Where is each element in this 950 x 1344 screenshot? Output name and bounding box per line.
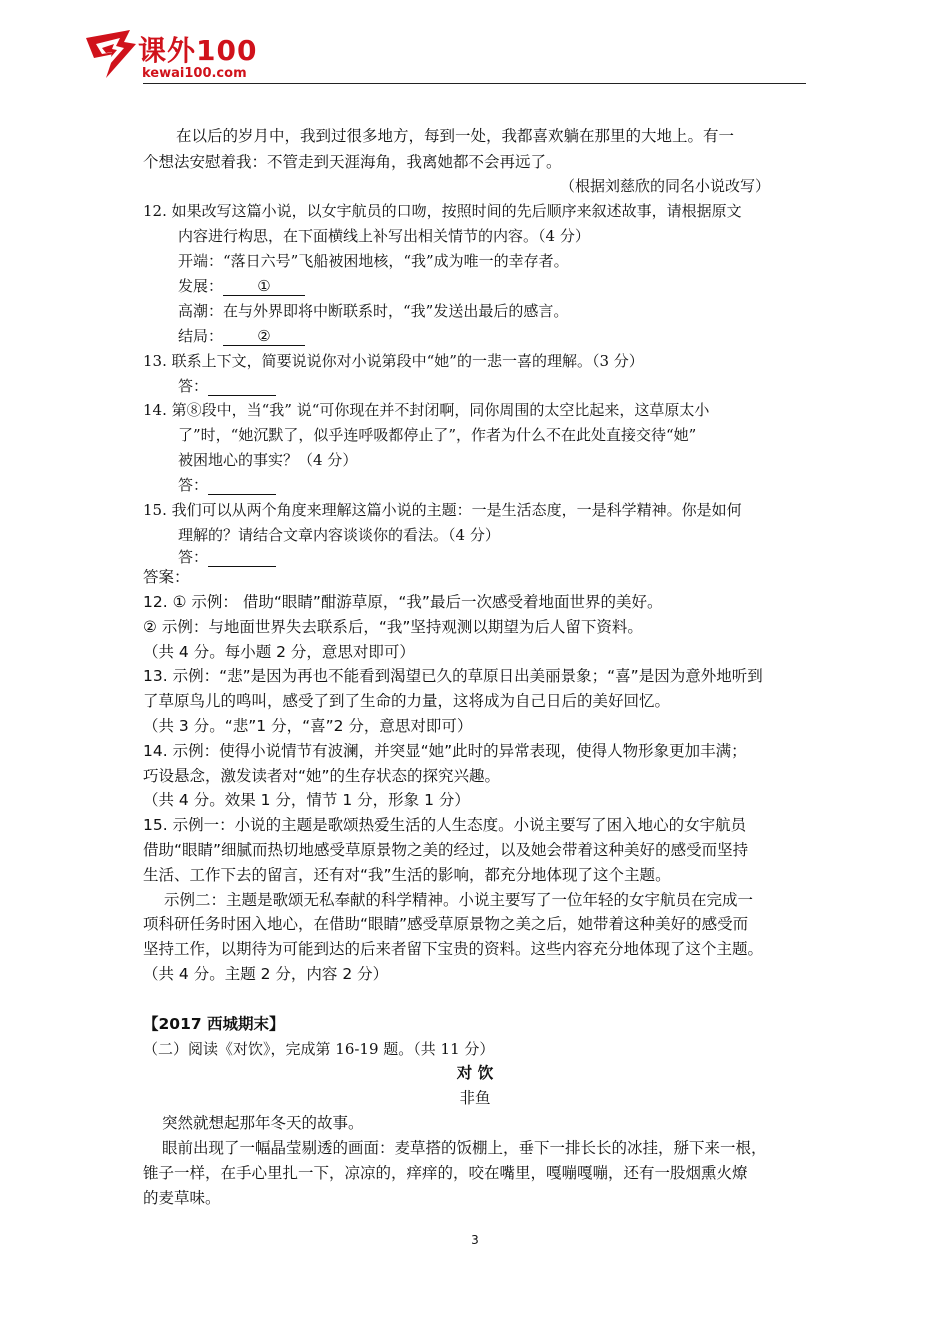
- question-12-ending: [178, 326, 305, 346]
- answer-15-example2: 示例二：主题是歌颂无私奉献的科学精神。小说主要写了一位年轻的女宇航员在完成一: [164, 891, 754, 909]
- question-12: 12. 如果改写这篇小说，以女宇航员的口吻，按照时间的先后顺序来叙述故事，请根据原文: [143, 202, 742, 220]
- article-title: 对 饮: [456, 1064, 494, 1082]
- section-instruction: （二）阅读《对饮》，完成第 16-19 题。（共 11 分）: [143, 1040, 495, 1058]
- logo-url: kewai100.com: [142, 66, 247, 81]
- article-paragraph: 眼前出现了一幅晶莹剔透的画面：麦草搭的饭棚上，垂下一排长长的冰挂，掰下来一根，: [162, 1139, 767, 1157]
- answer-15-cont: 坚持工作，以期待为可能到达的后来者留下宝贵的资料。这些内容充分地体现了这个主题。: [143, 940, 764, 958]
- question-12-cont: 内容进行构思，在下面横线上补写出相关情节的内容。（4 分）: [178, 227, 590, 245]
- development-blank[interactable]: ①: [223, 277, 305, 296]
- question-13-answer: [178, 376, 276, 396]
- answer-15-cont: 借助“眼睛”细腻而热切地感受草原景物之美的经过，以及她会带着这种美好的感受而坚持: [143, 841, 749, 859]
- ending-label: 结局：: [178, 327, 224, 345]
- answer-label: 答：: [178, 548, 209, 566]
- header-divider: [143, 83, 806, 84]
- question-14-cont: 被困地心的事实？（4 分）: [178, 451, 358, 469]
- answer-15-cont: 项科研任务时困入地心，在借助“眼睛”感受草原景物之美之后，她带着这种美好的感受而: [143, 915, 749, 933]
- development-label: 发展：: [178, 277, 224, 295]
- question-14: 14. 第⑧段中，当“我” 说“可你现在并不封闭啊，同你周围的太空比起来，这草原太小: [143, 401, 710, 419]
- answer-14-score: （共 4 分。效果 1 分，情节 1 分，形象 1 分）: [143, 791, 470, 809]
- passage-line: 在以后的岁月中，我到过很多地方，每到一处，我都喜欢躺在那里的大地上。有一: [176, 127, 735, 145]
- question-13: 13. 联系上下文，简要说说你对小说第段中“她”的一悲一喜的理解。（3 分）: [143, 352, 644, 370]
- answer-15: 15. 示例一：小说的主题是歌颂热爱生活的人生态度。小说主要写了困入地心的女宇航员: [143, 816, 747, 834]
- article-paragraph-cont: 的麦草味。: [143, 1189, 221, 1207]
- answer-blank[interactable]: [208, 548, 276, 567]
- question-12-climax: 高潮：在与外界即将中断联系时，“我”发送出最后的感言。: [178, 302, 569, 320]
- answer-13-cont: 了草原鸟儿的鸣叫，感受了到了生命的力量，这将成为自己日后的美好回忆。: [143, 692, 671, 710]
- answer-13-score: （共 3 分。“悲”1 分，“喜”2 分，意思对即可）: [143, 717, 473, 735]
- question-15-answer: [178, 547, 276, 567]
- answer-13: 13. 示例：“悲”是因为再也不能看到渴望已久的草原日出美丽景象；“喜”是因为意外地听到: [143, 667, 763, 685]
- passage-line: 个想法安慰着我：不管走到天涯海角，我离她都不会再远了。: [143, 153, 562, 171]
- article-paragraph-cont: 锥子一样，在手心里扎一下，凉凉的，痒痒的，咬在嘴里，嘎嘣嘎嘣，还有一股烟熏火燎: [143, 1164, 748, 1182]
- answer-label: 答：: [178, 476, 209, 494]
- question-15: 15. 我们可以从两个角度来理解这篇小说的主题：一是生活态度，一是科学精神。你是如何: [143, 501, 742, 519]
- answers-heading: 答案：: [143, 568, 190, 586]
- answer-14-cont: 巧设悬念，激发读者对“她”的生存状态的探究兴趣。: [143, 767, 501, 785]
- answer-12-cont: ② 示例：与地面世界失去联系后，“我”坚持观测以期望为后人留下资料。: [143, 618, 643, 636]
- question-12-development: [178, 276, 305, 296]
- answer-blank[interactable]: [208, 377, 276, 396]
- logo-emblem: [84, 28, 140, 80]
- passage-source: （根据刘慈欣的同名小说改写）: [560, 177, 771, 195]
- answer-blank[interactable]: [208, 476, 276, 495]
- answer-label: 答：: [178, 377, 209, 395]
- question-15-cont: 理解的？请结合文章内容谈谈你的看法。（4 分）: [178, 526, 500, 544]
- page-number: 3: [471, 1233, 479, 1247]
- question-12-start: 开端：“落日六号”飞船被困地核，“我”成为唯一的幸存者。: [178, 252, 569, 270]
- answer-14: 14. 示例：使得小说情节有波澜，并突显“她”此时的异常表现，使得人物形象更加丰满；: [143, 742, 747, 760]
- article-author: 非鱼: [459, 1089, 491, 1107]
- logo: [84, 28, 284, 88]
- answer-12: 12. ① 示例： 借助“眼睛”酣游草原，“我”最后一次感受着地面世界的美好。: [143, 593, 663, 611]
- question-14-answer: [178, 475, 276, 495]
- answer-15-score: （共 4 分。主题 2 分，内容 2 分）: [143, 965, 389, 983]
- section-heading: 【2017 西城期末】: [143, 1015, 285, 1033]
- logo-text: 课外100: [138, 34, 258, 67]
- question-14-cont: 了”时，“她沉默了，似乎连呼吸都停止了”，作者为什么不在此处直接交待“她”: [178, 426, 697, 444]
- answer-15-cont: 生活、工作下去的留言，还有对“我”生活的影响，都充分地体现了这个主题。: [143, 866, 671, 884]
- article-paragraph: 突然就想起那年冬天的故事。: [162, 1114, 364, 1132]
- answer-12-score: （共 4 分。每小题 2 分，意思对即可）: [143, 643, 415, 661]
- ending-blank[interactable]: ②: [223, 327, 305, 346]
